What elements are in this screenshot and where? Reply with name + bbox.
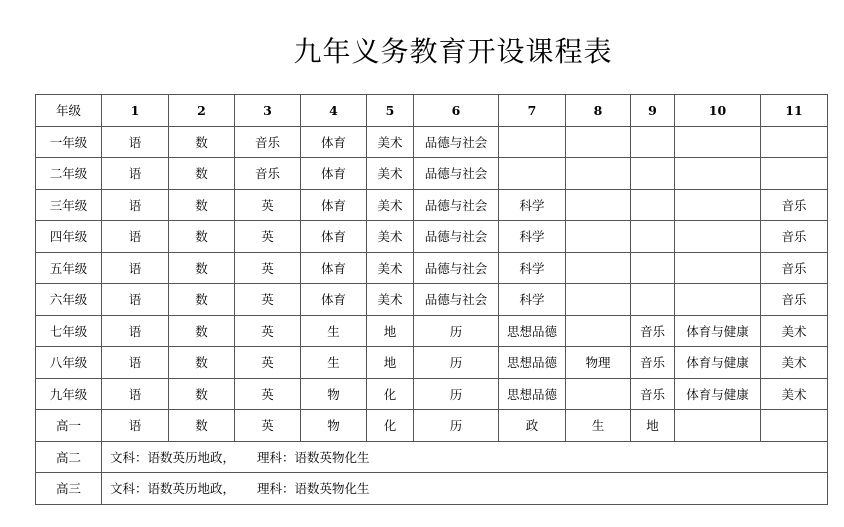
science-track-text: 理科：语数英物化生	[257, 449, 370, 465]
course-cell	[675, 158, 761, 190]
course-cell: 科学	[499, 284, 566, 316]
course-cell: 体育	[301, 252, 367, 284]
course-cell: 语	[102, 158, 169, 190]
table-row	[36, 473, 828, 505]
course-cell: 科学	[499, 252, 566, 284]
course-cell: 数	[169, 315, 235, 347]
table-row	[36, 126, 828, 158]
course-cell: 音乐	[631, 347, 675, 379]
course-cell	[675, 126, 761, 158]
grade-label: 高三	[36, 473, 102, 505]
course-cell	[675, 284, 761, 316]
course-cell	[761, 126, 828, 158]
header-row	[36, 95, 828, 127]
course-cell: 语	[102, 189, 169, 221]
course-cell: 数	[169, 378, 235, 410]
course-cell: 化	[367, 378, 414, 410]
course-cell: 美术	[367, 252, 414, 284]
grade-label: 高二	[36, 441, 102, 473]
column-header: 11	[761, 95, 828, 127]
course-cell: 语	[102, 126, 169, 158]
course-cell	[566, 126, 631, 158]
course-cell: 语	[102, 347, 169, 379]
course-cell	[566, 221, 631, 253]
course-cell: 语	[102, 410, 169, 442]
course-cell: 体育	[301, 189, 367, 221]
table-row	[36, 347, 828, 379]
course-cell: 英	[235, 189, 301, 221]
course-cell	[499, 158, 566, 190]
course-cell	[566, 378, 631, 410]
table-row	[36, 221, 828, 253]
course-cell	[631, 284, 675, 316]
course-cell: 语	[102, 378, 169, 410]
course-cell: 体育	[301, 158, 367, 190]
course-cell	[631, 221, 675, 253]
course-cell	[566, 189, 631, 221]
course-cell: 美术	[367, 284, 414, 316]
course-cell: 数	[169, 126, 235, 158]
course-cell: 音乐	[761, 189, 828, 221]
course-cell: 数	[169, 347, 235, 379]
course-cell: 美术	[367, 158, 414, 190]
course-cell: 音乐	[235, 158, 301, 190]
course-cell	[566, 284, 631, 316]
column-header: 4	[301, 95, 367, 127]
grade-label: 四年级	[36, 221, 102, 253]
course-cell: 品德与社会	[414, 158, 499, 190]
course-cell: 英	[235, 347, 301, 379]
course-cell: 地	[631, 410, 675, 442]
course-cell: 历	[414, 378, 499, 410]
course-cell: 语	[102, 221, 169, 253]
course-cell: 体育与健康	[675, 315, 761, 347]
corner-header: 年级	[36, 95, 102, 127]
course-cell: 思想品德	[499, 347, 566, 379]
course-cell: 音乐	[631, 315, 675, 347]
table-row	[36, 284, 828, 316]
course-cell: 历	[414, 347, 499, 379]
grade-label: 六年级	[36, 284, 102, 316]
course-cell: 数	[169, 252, 235, 284]
science-track-text: 理科：语数英物化生	[257, 481, 370, 497]
course-cell	[631, 126, 675, 158]
course-cell: 英	[235, 221, 301, 253]
course-cell: 体育与健康	[675, 347, 761, 379]
grade-label: 八年级	[36, 347, 102, 379]
course-cell: 物	[301, 410, 367, 442]
column-header: 5	[367, 95, 414, 127]
course-cell: 生	[301, 315, 367, 347]
course-cell: 语	[102, 252, 169, 284]
course-table	[35, 94, 828, 505]
course-cell: 数	[169, 284, 235, 316]
column-header: 8	[566, 95, 631, 127]
course-cell: 英	[235, 315, 301, 347]
course-cell: 音乐	[235, 126, 301, 158]
course-cell: 美术	[761, 347, 828, 379]
column-header: 1	[102, 95, 169, 127]
course-cell: 音乐	[631, 378, 675, 410]
course-cell	[675, 189, 761, 221]
course-cell: 美术	[761, 315, 828, 347]
track-note-cell	[102, 473, 828, 505]
course-cell: 地	[367, 347, 414, 379]
course-cell: 品德与社会	[414, 189, 499, 221]
course-cell: 政	[499, 410, 566, 442]
course-cell: 物理	[566, 347, 631, 379]
course-cell: 数	[169, 189, 235, 221]
table-row	[36, 189, 828, 221]
course-cell: 数	[169, 158, 235, 190]
arts-track-text: 文科：语数英历地政，	[110, 481, 236, 497]
course-cell: 英	[235, 378, 301, 410]
course-cell	[761, 410, 828, 442]
course-cell	[631, 158, 675, 190]
course-cell: 历	[414, 410, 499, 442]
grade-label: 七年级	[36, 315, 102, 347]
course-cell: 思想品德	[499, 378, 566, 410]
course-cell: 历	[414, 315, 499, 347]
column-header: 9	[631, 95, 675, 127]
course-cell	[675, 410, 761, 442]
course-cell: 体育	[301, 221, 367, 253]
course-cell: 英	[235, 410, 301, 442]
course-cell: 英	[235, 252, 301, 284]
course-cell: 数	[169, 221, 235, 253]
course-cell: 生	[301, 347, 367, 379]
course-cell	[675, 221, 761, 253]
course-cell	[499, 126, 566, 158]
table-row	[36, 315, 828, 347]
course-cell: 品德与社会	[414, 284, 499, 316]
course-cell: 体育与健康	[675, 378, 761, 410]
course-cell: 数	[169, 410, 235, 442]
course-cell: 美术	[367, 189, 414, 221]
course-cell: 英	[235, 284, 301, 316]
grade-label: 高一	[36, 410, 102, 442]
course-cell: 音乐	[761, 284, 828, 316]
course-cell	[631, 189, 675, 221]
column-header: 2	[169, 95, 235, 127]
course-cell	[761, 158, 828, 190]
table-row	[36, 378, 828, 410]
course-cell: 科学	[499, 221, 566, 253]
course-cell: 体育	[301, 284, 367, 316]
table-row	[36, 410, 828, 442]
table-body	[36, 95, 828, 505]
course-cell: 音乐	[761, 221, 828, 253]
course-cell	[631, 252, 675, 284]
course-cell: 美术	[367, 221, 414, 253]
grade-label: 一年级	[36, 126, 102, 158]
table-row	[36, 252, 828, 284]
table-row	[36, 441, 828, 473]
course-cell: 物	[301, 378, 367, 410]
course-cell: 语	[102, 315, 169, 347]
course-cell: 音乐	[761, 252, 828, 284]
course-cell: 品德与社会	[414, 126, 499, 158]
course-cell: 思想品德	[499, 315, 566, 347]
course-cell: 品德与社会	[414, 252, 499, 284]
course-cell: 语	[102, 284, 169, 316]
course-cell: 体育	[301, 126, 367, 158]
course-cell	[566, 315, 631, 347]
course-cell: 化	[367, 410, 414, 442]
arts-track-text: 文科：语数英历地政，	[110, 449, 236, 465]
page-title: 九年义务教育开设课程表	[293, 35, 613, 68]
column-header: 3	[235, 95, 301, 127]
grade-label: 九年级	[36, 378, 102, 410]
course-cell	[675, 252, 761, 284]
course-cell: 地	[367, 315, 414, 347]
column-header: 7	[499, 95, 566, 127]
course-cell: 品德与社会	[414, 221, 499, 253]
course-cell	[566, 252, 631, 284]
column-header: 6	[414, 95, 499, 127]
course-cell: 美术	[761, 378, 828, 410]
course-cell: 科学	[499, 189, 566, 221]
course-cell: 生	[566, 410, 631, 442]
course-cell: 美术	[367, 126, 414, 158]
track-note-cell	[102, 441, 828, 473]
grade-label: 五年级	[36, 252, 102, 284]
grade-label: 二年级	[36, 158, 102, 190]
grade-label: 三年级	[36, 189, 102, 221]
column-header: 10	[675, 95, 761, 127]
course-cell	[566, 158, 631, 190]
table-row	[36, 158, 828, 190]
